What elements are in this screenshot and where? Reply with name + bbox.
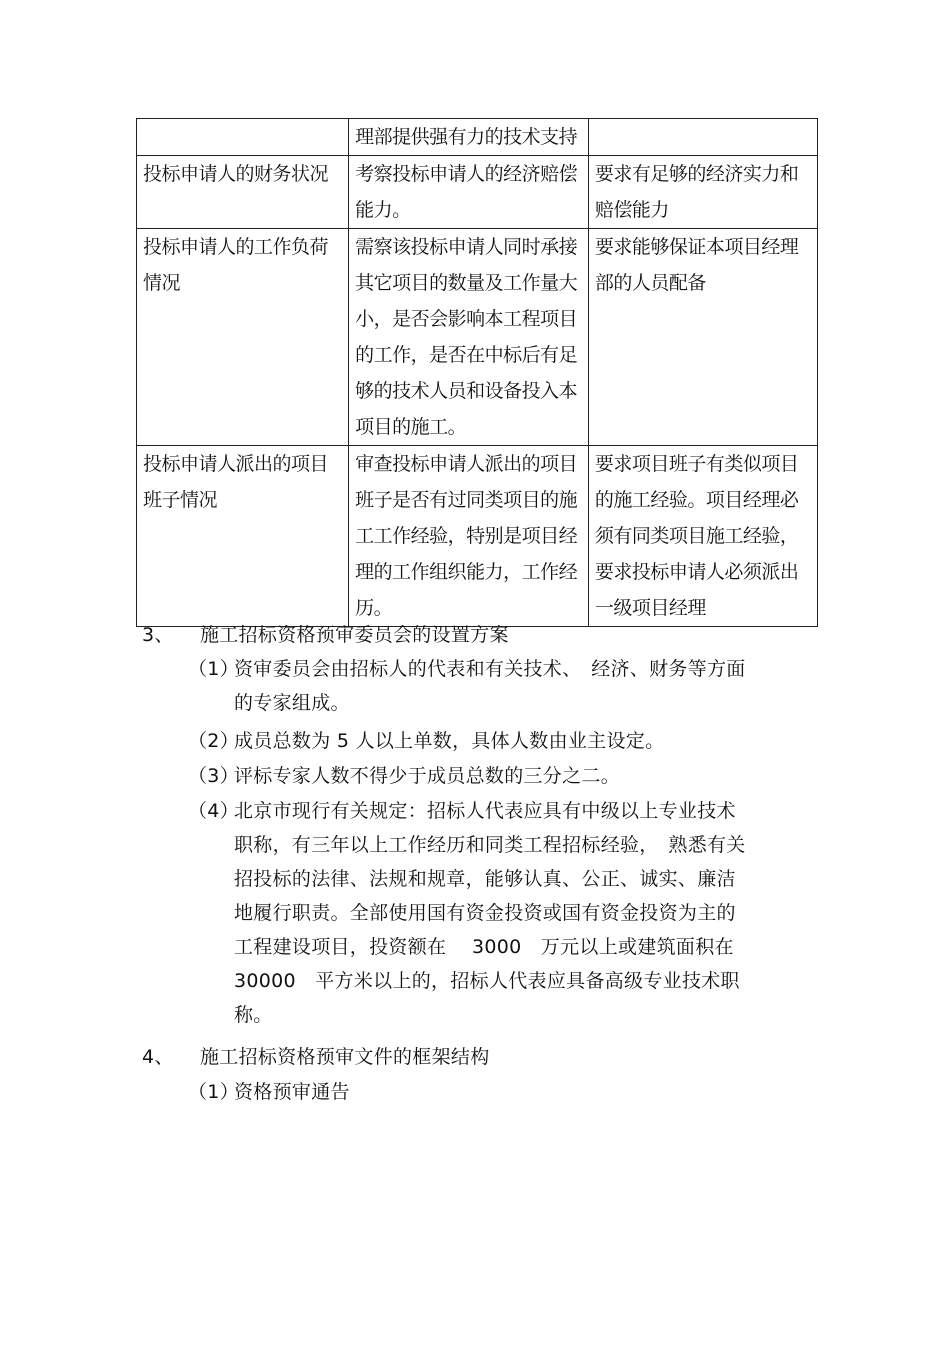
item-text: 工程建设项目，投资额在 3000 万元以上或建筑面积在 xyxy=(234,936,734,958)
section-title: 施工招标资格预审委员会的设置方案 xyxy=(200,624,509,646)
list-item xyxy=(188,724,828,758)
section-number: 4、 xyxy=(142,1046,174,1068)
table-cell: 投标申请人的财务状况 xyxy=(137,156,349,229)
list-item xyxy=(188,652,828,720)
item-text: 评标专家人数不得少于成员总数的三分之二。 xyxy=(234,765,621,787)
item-marker: （4） xyxy=(188,800,239,822)
table-cell xyxy=(137,119,349,156)
table-cell xyxy=(588,119,817,156)
evaluation-table xyxy=(136,118,818,627)
table-row xyxy=(137,119,818,156)
item-text: 称。 xyxy=(234,1004,273,1026)
table-cell: 考察投标申请人的经济赔偿能力。 xyxy=(349,156,589,229)
table-row xyxy=(137,446,818,627)
list-item xyxy=(188,794,828,1032)
section-title: 施工招标资格预审文件的框架结构 xyxy=(200,1046,490,1068)
item-text: 的专家组成。 xyxy=(234,692,350,714)
list-item xyxy=(188,1075,828,1109)
section-3-heading xyxy=(142,618,509,652)
table-row xyxy=(137,229,818,446)
table-row xyxy=(137,156,818,229)
table-cell: 审查投标申请人派出的项目班子是否有过同类项目的施工工作经验，特别是项目经理的工作组织能力，工作经历。 xyxy=(349,446,589,627)
table-cell: 需察该投标申请人同时承接其它项目的数量及工作量大小，是否会影响本工程项目的工作，是否在中标后有足够的技术人员和设备投入本项目的施工。 xyxy=(349,229,589,446)
item-text: 地履行职责。全部使用国有资金投资或国有资金投资为主的 xyxy=(234,902,736,924)
item-marker: （1） xyxy=(188,658,239,680)
item-text: 北京市现行有关规定：招标人代表应具有中级以上专业技术 xyxy=(234,800,736,822)
item-marker: （2） xyxy=(188,730,239,752)
table-cell: 要求项目班子有类似项目的施工经验。项目经理必须有同类项目施工经验，要求投标申请人必须派出一级项目经理 xyxy=(588,446,817,627)
item-text: 招投标的法律、法规和规章，能够认真、公正、诚实、廉洁 xyxy=(234,868,736,890)
list-item xyxy=(188,759,828,793)
table-cell: 要求能够保证本项目经理部的人员配备 xyxy=(588,229,817,446)
item-text: 资审委员会由招标人的代表和有关技术、 经济、财务等方面 xyxy=(234,658,746,680)
item-marker: （1） xyxy=(188,1081,239,1103)
item-text: 成员总数为 5 人以上单数，具体人数由业主设定。 xyxy=(234,730,665,752)
item-text: 职称，有三年以上工作经历和同类工程招标经验， 熟悉有关 xyxy=(234,834,746,856)
item-text: 30000 平方米以上的，招标人代表应具备高级专业技术职 xyxy=(234,970,740,992)
section-number: 3、 xyxy=(142,624,174,646)
item-marker: （3） xyxy=(188,765,239,787)
item-text: 资格预审通告 xyxy=(234,1081,350,1103)
table-cell: 投标申请人的工作负荷情况 xyxy=(137,229,349,446)
table-cell: 理部提供强有力的技术支持 xyxy=(349,119,589,156)
table-cell: 投标申请人派出的项目班子情况 xyxy=(137,446,349,627)
section-4-heading xyxy=(142,1040,490,1074)
table-cell: 要求有足够的经济实力和赔偿能力 xyxy=(588,156,817,229)
